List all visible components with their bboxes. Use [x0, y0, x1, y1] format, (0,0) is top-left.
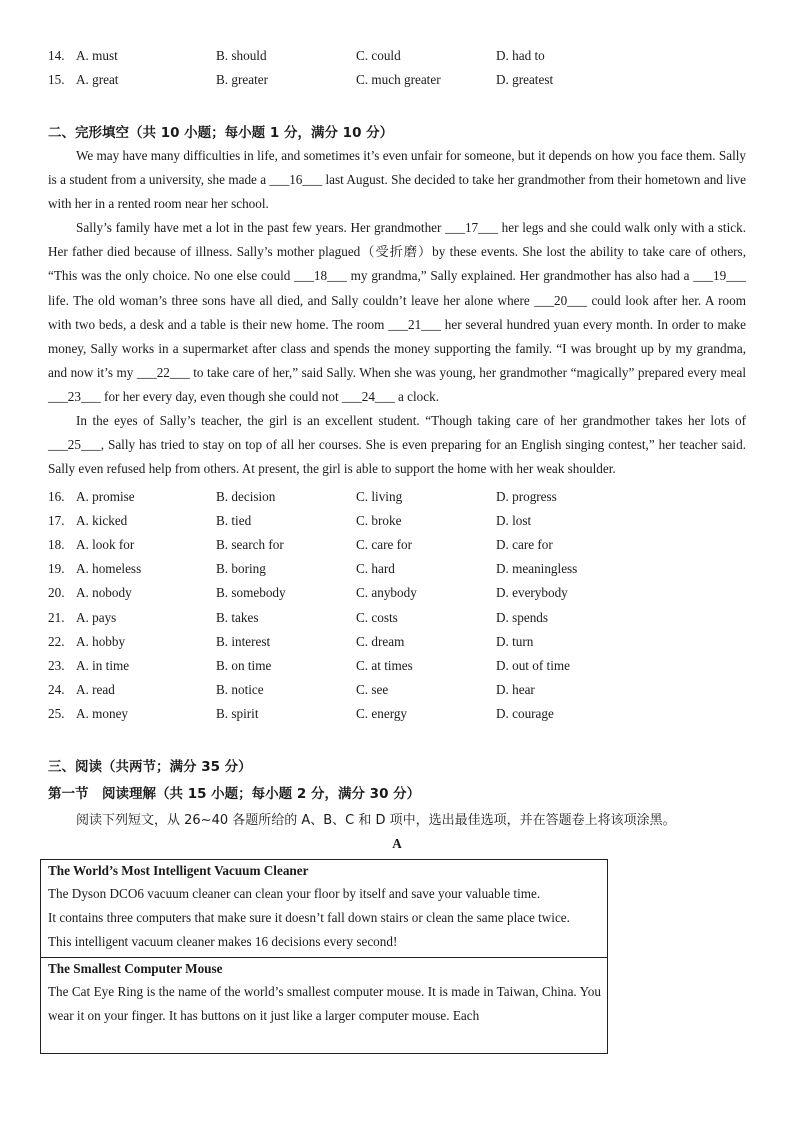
option-a: A. kicked	[76, 513, 128, 528]
question-25-options	[48, 704, 748, 724]
option-c: C. broke	[356, 513, 402, 528]
option-c: C. anybody	[356, 585, 417, 600]
section-3-heading: 三、阅读（共两节；满分 35 分）	[48, 759, 252, 775]
option-b: B. notice	[216, 682, 264, 697]
option-c: C. energy	[356, 706, 408, 721]
option-a: A. in time	[76, 658, 130, 673]
option-c: C. much greater	[356, 72, 441, 87]
option-d: D. out of time	[496, 658, 570, 673]
question-number: 22.	[48, 634, 65, 649]
option-c: C. dream	[356, 634, 405, 649]
option-b: B. spirit	[216, 706, 259, 721]
reading-passage-box	[40, 859, 608, 1054]
question-20-options	[48, 583, 748, 603]
passage-paragraph: In the eyes of Sally’s teacher, the girl is an excellent student. “Though taking care of her grandmother takes her lots of ___25___, Sally has tried to stay on top of all her courses. She is even preparing for an English singing contest,” her teacher said. Sally even refused help from others. At present, the girl is able to support the home with her weak shoulder.	[48, 413, 746, 477]
question-15-options	[48, 70, 748, 90]
option-d: D. hear	[496, 682, 535, 697]
question-number: 17.	[48, 513, 65, 528]
question-number: 21.	[48, 610, 65, 625]
option-d: D. everybody	[496, 585, 568, 600]
option-b: B. on time	[216, 658, 272, 673]
option-a: A. look for	[76, 537, 135, 552]
option-b: B. somebody	[216, 585, 286, 600]
option-c: C. at times	[356, 658, 413, 673]
option-b: B. greater	[216, 72, 268, 87]
option-d: D. had to	[496, 48, 545, 63]
option-b: B. search for	[216, 537, 284, 552]
part-1-heading: 第一节 阅读理解（共 15 小题；每小题 2 分，满分 30 分）	[48, 786, 421, 802]
option-b: B. tied	[216, 513, 252, 528]
reading-instruction: 阅读下列短文，从 26~40 各题所给的 A、B、C 和 D 项中，选出最佳选项，并在答题卷上将该项涂黑。	[76, 813, 676, 828]
option-a: A. hobby	[76, 634, 126, 649]
option-d: D. spends	[496, 610, 549, 625]
option-c: C. see	[356, 682, 389, 697]
question-number: 14.	[48, 48, 65, 63]
passage-letter: A	[392, 836, 402, 851]
option-d: D. meaningless	[496, 561, 578, 576]
question-number: 19.	[48, 561, 65, 576]
section-2-heading: 二、完形填空（共 10 小题；每小题 1 分，满分 10 分）	[48, 125, 394, 141]
option-b: B. interest	[216, 634, 271, 649]
option-a: A. must	[76, 48, 118, 63]
question-14-options	[48, 46, 748, 66]
question-19-options	[48, 559, 748, 579]
option-d: D. lost	[496, 513, 532, 528]
passage-paragraph: Sally’s family have met a lot in the past few years. Her grandmother ___17___ her legs and she could walk only with a stick. Her father died because of illness. Sally’s mother plagued（受折磨）by these events. She lost the ability to take care of others, “This was the only choice. No one else could ___18___ my grandma,” Sally explained. Her grandmother has also had a ___19___ life. The old woman’s three sons have all died, and Sally couldn’t leave her alone where ___20___ could look after her. A room with two beds, a desk and a table is their new home. The room ___21___ her several hundred yuan every month. In order to make money, Sally works in a supermarket after class and spends the money supporting the family. “I was brought up by my grandma, and now it’s my ___22___ to take care of her,” said Sally. When she was young, her grandmother “magically” prepared every meal ___23___ for her every day, even though she could not ___24___ a clock.	[48, 220, 746, 404]
option-a: A. nobody	[76, 585, 132, 600]
box-section-title: The World’s Most Intelligent Vacuum Cleaner	[48, 863, 309, 878]
option-d: D. care for	[496, 537, 553, 552]
option-c: C. living	[356, 489, 403, 504]
passage-paragraph: We may have many difficulties in life, and sometimes it’s even unfair for someone, but it depends on how you face them. Sally is a student from a university, she made a ___16___ last August. She decided to take her grandmother from their hometown and live with her in a rented room near her school.	[48, 148, 746, 212]
option-d: D. progress	[496, 489, 557, 504]
option-b: B. boring	[216, 561, 266, 576]
box-line: The Cat Eye Ring is the name of the world’s smallest computer mouse. It is made in Taiwan, China. You wear it on your finger. It has buttons on it just like a larger computer mouse. Each	[48, 983, 601, 1023]
option-a: A. read	[76, 682, 115, 697]
question-number: 15.	[48, 72, 65, 87]
question-18-options	[48, 535, 748, 555]
question-17-options	[48, 511, 748, 531]
question-22-options	[48, 632, 748, 652]
question-number: 24.	[48, 682, 65, 697]
question-number: 16.	[48, 489, 65, 504]
box-section-title: The Smallest Computer Mouse	[48, 960, 223, 976]
option-b: B. decision	[216, 489, 276, 504]
box-line: The Dyson DCO6 vacuum cleaner can clean your floor by itself and save your valuable time.	[48, 886, 541, 901]
question-23-options	[48, 656, 748, 676]
option-a: A. pays	[76, 610, 117, 625]
question-number: 23.	[48, 658, 65, 673]
box-line: It contains three computers that make sure it doesn’t fall down stairs or clean the same place twice.	[48, 910, 570, 926]
option-d: D. courage	[496, 706, 554, 721]
box-section-1	[41, 860, 607, 955]
option-a: A. homeless	[76, 561, 142, 576]
option-a: A. promise	[76, 489, 135, 504]
question-16-options	[48, 487, 748, 507]
option-c: C. could	[356, 48, 401, 63]
cloze-passage	[48, 144, 746, 481]
option-d: D. turn	[496, 634, 534, 649]
option-c: C. hard	[356, 561, 395, 576]
box-section-2	[41, 958, 607, 1028]
question-number: 25.	[48, 706, 65, 721]
option-b: B. takes	[216, 610, 259, 625]
question-number: 20.	[48, 585, 65, 600]
option-c: C. care for	[356, 537, 413, 552]
option-a: A. money	[76, 706, 129, 721]
question-number: 18.	[48, 537, 65, 552]
option-a: A. great	[76, 72, 119, 87]
question-24-options	[48, 680, 748, 700]
option-b: B. should	[216, 48, 267, 63]
box-line: This intelligent vacuum cleaner makes 16 decisions every second!	[48, 934, 398, 950]
option-c: C. costs	[356, 610, 398, 625]
question-21-options	[48, 608, 748, 628]
option-d: D. greatest	[496, 72, 554, 87]
